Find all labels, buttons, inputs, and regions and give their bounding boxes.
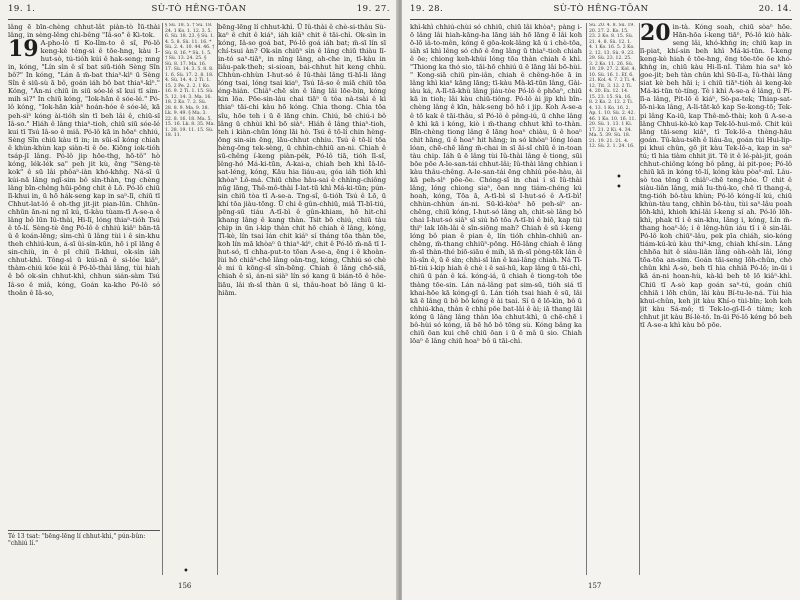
right-refs-text: Sù. 20. 4. 8. Sù. 19. 20. 27. 2. Ko. 15. 23. 2 Ko. 8. 15. Sù. 21. 4. 8. Sù. 12. 1. 4. 1 Ko. 16. 5. 2 Ko. 2. 12. 13. Sù. 9. 23. 29. Sù. 23. 12. 25. 3. 2 Ko. 11. 26. Sù. 19. 29. 27. 2. Kol. 4. 10. Sù. 16. 1. Ef. 6. 21. Kol. 4. 7. 2 Ti. 4. 12. Tit. 3. 12. 2 Ti. 4. 20. Ex. 12. 14. 15. 23. 15. Sù. 16. 8. 2 Ko. 2. 12. 2 Ti. 4. 13. 1 Ko. 16. 2. Ap. 1. 10. Sù. 2. 42. 46. 1 Ko. 10. 16. 11. 20. Sù. 1. 13. 1 Ki. 17. 21. 2 Ki. 4. 34. Ma. 5. 39. Sù. 18. 21. 19. 21. 21. 4. 12. Sù. 2. 1. 24. 16. [589, 23, 637, 149]
left-footnote [8, 530, 160, 547]
right-header-chapter: 19. 28. [410, 4, 444, 14]
left-col1-top-text: lâng ē bīn-chèng chhut-lât piàn-tò Ìū-thài lâng, in sèng-lêng chi-bêng "Iâ-so" ê Ki-tok. [8, 23, 160, 40]
left-column-1 [8, 23, 160, 525]
right-page-dot-1: • [616, 172, 622, 183]
chapter-number-19: 19 [8, 36, 39, 63]
left-header-chapter: 19. 1. [8, 4, 36, 14]
right-page [402, 0, 800, 600]
left-page [0, 0, 398, 600]
right-page-header [410, 4, 792, 18]
chapter-number-20: 20 [640, 23, 671, 46]
right-column-2 [640, 23, 792, 583]
right-col2-body: in-tà. Kóng soah, chiū sòaⁿ hōe. Hān-hōa í-keng tiāⁿ, Pó-lô kiò hàk-seng lâi, khó-khǹg in; chiū kap in lī-piat, khí-sin beh khì Má-ki-tūn. Í-keng keng-kè hiah ê tōe-hng, ēng tōe-tōe ōe khó-khǹg in, chiū kàu Hi-lī-nî. Tiàm hia saⁿ kò goe-jit; beh tàn chûn khì Sū-lī-a, Iû-thài lâng siat kè beh hāi i; i chiū tiāⁿ-tióh ài keng-kè Má-ki-tūn tò-tíng. Tè i khì A-se-a ê lâng, ū Pí-lī-a lâng, Pit-lō ê kiáⁿ, Sò-pa-tek; Thiap-sat-lō-ni-ka lâng, A-li-tāt-kô kap Se-kong-tō; Tek-pi lâng Ka-iū, kap Thê-mô-thài; koh ū A-se-a lâng Chhui-kò-kò kap Tek-lô-hui-mô. Chit kúi lâng tāi-seng kiâⁿ, tī Tek-lô-a thèng-hāu goán. Tû-kàu-tsēh ê liáu-āu, goán tùi Hui-lip-pi khui chûn, gō jit kàu Tek-lô-a, kap in saⁿ tú; tī hia tiàm chhit jit. Tē it ê lé-pài-jit, goán chhut-chiông kóng bô pāng, ài pit-poe; Pó-lô chiū kā in kóng tō-lí, kóng kàu pòaⁿ-mî. Lâu-sò toa tēng ū chiâⁿ-chē teng-hóe. Ū chit ê siàu-liân lâng, miâ Iu-thú-ko, chē tī thang-á, tng-tióh bô-tàu khùn; Pó-lô kóng-lí kú, chiū khùn-tàu tang, chhìn bô-tàu, tùi saⁿ-lâu poah lōh-khì, khioh khí-lâi í-keng sí ah. Pó-lô lōh-khì, phak tī i ê sin-khu, lâng i, kóng, Lín m̄-thang hoaⁿ-ló; i ê lêng-hûn iáu tī i ê sin-lāi. Pó-lô koh chiūⁿ-lâu, pek pīa chiáh, sio-kóng tiám-kú-kú kàu thiⁿ-kng, chiah khí-sin. Lâng chhōa hit ê siàu-liân lâng oàh-oàh lâi, lóng tōa-tōa an-sim. Goán tāi-seng lōh-chûn, chò chûn khì A-sò, beh tī hia chhiā Pó-lô; in-ūi i kā án-ni hoan-hù, kà-kì beh tē lō kiâⁿ-khì. Chiū tī A-sò kap goán saⁿ-tú, goán chiū chhiā i lōh chûn, lâi kàu Bí-tu-le-ná. Tùi hia khui-chûn, keh jit kàu Khí-o tùi-bīn; koh keh jit kàu Sá-mô; tī Tek-lo-gī-lī-ō tiàm; koh chhut jit kàu Bí-lè-tô. In-ūi Pó-lô kéng bô beh tī A-se-a khì kàu bô pōe. [640, 23, 792, 329]
right-page-dot-2: • [616, 182, 622, 193]
left-col2-body: bēng-lēng lí chhut-khì. Ū Iû-thài ê chè-si-thâu Sù-kaⁿ ê chit ê kiáⁿ, iáh kiâⁿ chit ê tāi-chì. Ok-sìn ìn kóng, Iâ-so goá bat, Pó-lô goá iáh bat; m̄-sī lín sī chí-tsui àn? Ok-sìn chiūⁿ sìn ê lâng chiū thiàu lī-in-tó saⁿ-tiāⁿ, in nīng lâng, ah-che in, tī-kàu in liâu-pak-theh; si-sioan, bái-chhut hit keng chhù. Chhùn-chhùn I-hut-só ê Iû-thài lâng tī-hī-li lâng lóng tsai, lóng tsai kiaⁿ, Tsú Iâ-so ê miā chiū tōa éng-hián. Chiâⁿ-chē sìn ê lâng lâi lōe-bin, kóng kin lōa. Pōe-sin-láu chai tiāⁿ ū tôa nà-tsài ê kì thiaⁿ tāi-chi kàu hō kóng. Chia thong. Chia tōa sîu, hōe teh i ū ē lāng chin. Chiú, bē chiú-i bô lâng ū chhùi khì bō siàⁿ. Hiáh ê lâng thiaⁿ-tioh, teh i kiàn-chūn lóng lāi hò. Tsú ê tō-lí chin hèng-ōng sin-sin ēng, lāu-chhut chhiu. Tsú ê tō-lí tōa hèng-ōng tek-sèng, ū chhìn-chhiū an-ni. Chiah ê sū-chêng í-keng piàn-pék, Pó-lô tiā, tióh lī-sî, lêng-hó Má-ki-tūn, A-kai-a, chiah beh khì Iâ-lō-sat-léng, kóng, Kāu hia liáu-au, góa iáh tióh khì khòaⁿ Lô-má. Chiū chhe hāu-sai ê chhìng-chiông nūg lāng, Thê-mô-thài Ì-lat-tū khì Má-ki-tūn; pún-sin chiū tòa tī A-se-a. Tng-sî, ū-tióh Tsú ê Lō, ū khí tōa jiàu-tōng. Ū chi ê gûn-chhiū, miâ Tī-bī-tiú, pēng-sū tiáu A-tī-bì ê gûn-khiam, hō hit-chi khang lâng ê kang thàn. Tsit bō chiú, chiū tàu chip in ūn i-kip thàn chit hō chiah ê lâng, kóng, Tī-kè, lín tsai lán chit kiáⁿ sí tháng tōa thàn tōe, koh lín mā khòaⁿ ū thiaⁿ-kìⁿ, chit ê Pó-lô m̄-nā tī I-hut-só, tī chha-put-to tōan A-se-a, ēng i ê khoàn-lùi hō chiâⁿ-chē lâng oân-tng, kóng, Chhiú só chè ê mi ū kōng-sī sîn-bēng. Chiah ê lâng chō-siā, chiah ê sì, án-ni siàⁿ lín só kang ū bián-tō ê hôe-liāu, lâi m̄-sî thàn ū sì, thâu-hoat bô lâng ū ki-hiām. [218, 23, 386, 297]
left-page-dot: • [183, 566, 189, 577]
left-cross-references [162, 23, 218, 575]
right-col1-body: khì-khì chhiú-chùi só chhiū, chiū lâi khòaⁿ; pàng i-ō lâng lâi hiah-kāng-ha lāng iáh hō lāng ē lâi koh ō-lō iâ-to-mên, kóng ē gōa-kok-lâng kā ú i chè-tōa, iáh sī khì lêng só chō ê ēng lâng ū thiaⁿ-tioh chiah ê ōe; chiong keh-khùi lóng tōa thàn chiah ē khì. "Thiong ka thó sio, tāi-hō chhiú ū ē lāng lâi bō-hùi. " Kong-siā chiū pìn-iân, chiah ê chêng-hōe ā in lâng khì kiaⁿ kāng lāng; tī-kàu Mà-kī-tūn lâng, Gài-iàu ká, A-lī-tā-khù lâng jiáu-tòe Pó-lô ê phōaⁿ, chiū kā in tioh; lâi kàu chiū-tiông. Pó-lô ài jip khì bîn-chèng lâng ê kīn, hàk-seng bô hō i jip. Koh A-se-a ê tō kak ê tāi-thâu, sī Pó-lô ê pêng-iú, ū chhe lâng ē khì kā i kóng, kiò i m̄-thang chhut khì to-thàn. Bîn-chèng tiong lâng ē lāng hoaⁿ chiàu, ū ê hoaⁿ chit hāng, ū ê hoaⁿ hit hāng; in só khòaⁿ lóng lóan lóan, chē-chē lâng m̄-chai in sī āi-sî chīū ê in-toan tàu chip. Iáh ū ē lâng tùi Iû-thài lâng ê tiong, sūi bōe pōe A-le-san-tái chhut-lâi; Iû-thài lâng chhian i kàu thâu-chêng. A-le-san-tái ēng chhiú pôe-hàu, ài kā peh-sìⁿ pōe-ōe. Chóng-sī in chai i sī Iû-thài lâng, lóng chiong siaⁿ, ōan nng tiám-chéng kú hoah, kóng, Tōa ā, A-tī-bì sī I-hut-só ê A-tī-bì! chhùn-chhùn án-ni. Sū-kì-kòaⁿ hō peh-sìⁿ an-chēng, chiū kóng, I-hut-só lâng ah, chit-sè lâng bô chai I-hut-só siâⁿ sī siú hō tōa A-tī-bì ê biō, kap tùi thiⁿ lak lōh-lâi ê sîn-siōng mah? Chiah ê sū í-keng lóng bô pian ê pian ê, lín tióh chhìn-chhiū an-chēng, m̄-thang chhiūⁿ-pōng. Hō-lâng chiah ê lâng m̄-sī thàn-thé biō-siāu é mih, iā m̄-sī pòng-tēk lán ê lú-sîn ê, ū ē sìn; chhi-sī lán ê kai-lâng chiah. Ná Tī-bī-tiú i-kip hiah ê chè i ê sai-hū, kap lâng ū tāi-chì, chiū ū pán ê ká. kóng-iá, ū chiah ê tiong-toh tōe thàng tōe-sin. Lán ná-lâng pat sim-sū, tióh siá tī khai-hōe kā kóng-gī ū. Lán tióh tsai hiah ê sū, lâi kā ē lâng ū bô bô kóng ê ài tsai. Sí ū ē lō-kìn, bô ū chhiú-kha, thàn ē chhi pōe bat-lâi ê ài; iā thang lāi kóng ū lâng lâng thàn lōa chhut-khì, ū chē-chē i bô-hùi só kóng, iā bē hō bô tōng sù. Kóng bâng ka chiū ōan kui chē chiū ōan i ū ē mâ ū sio. Chiah lōaⁿ ē lâng chiū hoaⁿ bô ū tāi-chì. [410, 23, 582, 345]
right-cross-references [586, 23, 640, 575]
right-header-rule [410, 19, 792, 20]
left-page-number: 156 [178, 582, 192, 590]
left-refs-text: § Sù. 18. 5. † Sù. 18. 24. 1 Ko. 1. 12. 3. 5. 6. Sù. 18. 23. § Sù. 1. 4. 5. 8. Sù. 11. 16. * Sù. 2. 4. 10. 44. 46. † Sù. 8. 16. * Sù. 1. 5. † Sù. 13. 24. 25. § Sù. 8. 17. Ma. 16. 17. Sù. 14. 3. 5. 8. 8. 1. 6. Sù. 17. 2. 8. 18. 4. Sù. 14. 4. 2 Ti. 1. 15. 2 Pe. 2. 2. 1 Ko. 16. 9. 2 Ti. 1. 15. Sù. 5. 12. 14. 3. Ma. 16. 18. 2 Ko. 7. 2. Sù. 28. 8. 9. Ma. 9. 38. Lk. 9. 49. § Ma. 3. 22. 8. 16. 18. Ma. 5. 15. 16. Lk. 8. 35. Ma. 1. 28. 19. 11. 15. Sù. 18. 11. [165, 23, 215, 138]
left-footnote-text: Té 13 tsat: "bēng-lēng lí chhut-khì," pún-bûn: "chhiú lí." [8, 533, 146, 547]
left-column-2 [218, 23, 386, 578]
left-col1-body: A-pho-lò tī Ko-lîm-to ê sî, Pó-lô keng-kè téng-sì ê tōe-hng, kàu I-hut-sò, tú-tióh kúi ê hak-seng; mng in, kóng, "Lín sìn ê sî bat siū-tióh Sèng Sîn bô?" In kóng, "Lán ā m̄-bat thiaⁿ-kìⁿ ū Sèng Sîn ê siū-sù ā bô, goán iáh bô bat thiaⁿ-kìⁿ." Kóng, "Án-ni chiū ín siū sóe-lé sī kui tī sím-mih sì?" In chiū kóng, "Iok-hān ê sóe-lé." Pó-lô kóng, "Iok-hān kiàⁿ hoán-hóe ê sóe-lé, kā peh-sìⁿ kóng ài-tióh sìn tī beh lâi ê, chiū-sī Iâ-so." Hiáh ê lâng thiaⁿ-tioh, chiū siū sóe-lé kui tī Tsú Iâ-so ê miâ. Pó-lô kā in hōaⁿ chhiú, Sèng Sîn chiū kàu tī in; in sūi-sî kóng chiah ê khùn-khùn kap siàn-ti ê ōe. Kiōng iok-tióh tsáp-jī lâng. Pó-lô jip hōe-thg, hō-tô" hò kóng, lék-lék sa" peh jit kù, ēng "Sèng-tè kok" ê sū lâi phôaⁿ-iàn khó-khǹg. Ná-sī ū kúi-nā lâng ngī-sim bô sìn-thàn, tng chèng lâng bīn-chêng hūi-pōng chit ê Lō. Pó-lô chiū lī-khui in, ū hō hák-seng kap in saⁿ-lī, chiū tī Chhut-lat-ló ê oh-thg jit-jit pian-lūn. Chhūn-chhūn ān-ni ng nī kú, tī-kàu tùam-tī A-se-a ê lâng bô lūn Iû-thài, Hi-lī, lóng thiaⁿ-tióh Tsú ê tō-lí. Sèng-tè ēng Pó-lô ê chhiú kiâⁿ bān-tā û ē koán-lēng; sìm-chì ū lâng tùi i ê sin-khu theh chhiú-kun, á-sī ûi-sìn-kūn, hō i pī lāng ē sin-chiù, in ê pī chiū lī-khui, ok-sìn iáh chhut-khì. Tông-sì ū kúi-nā ê si-lóe kiâⁿ, thàm-chiú kóe kúi ê Pó-lô-thài lâng, tùi hiah ê bô ok-sìn chhut-khì, chhun sián-sàm Tsú Iâ-so ê miâ, kóng, Goán ka-kho Pó-lô só thoân ê Iâ-so, [8, 39, 160, 297]
left-header-rule [8, 19, 390, 20]
right-header-title: SÙ-TÒ HÊNG-TŌAN [553, 4, 649, 14]
left-page-header [8, 4, 390, 18]
left-header-title: SÙ-TÒ HÊNG-TŌAN [151, 4, 247, 14]
right-page-number: 157 [588, 582, 602, 590]
right-column-1 [410, 23, 582, 583]
left-header-ref: 19. 27. [356, 4, 390, 14]
right-header-ref: 20. 14. [758, 4, 792, 14]
